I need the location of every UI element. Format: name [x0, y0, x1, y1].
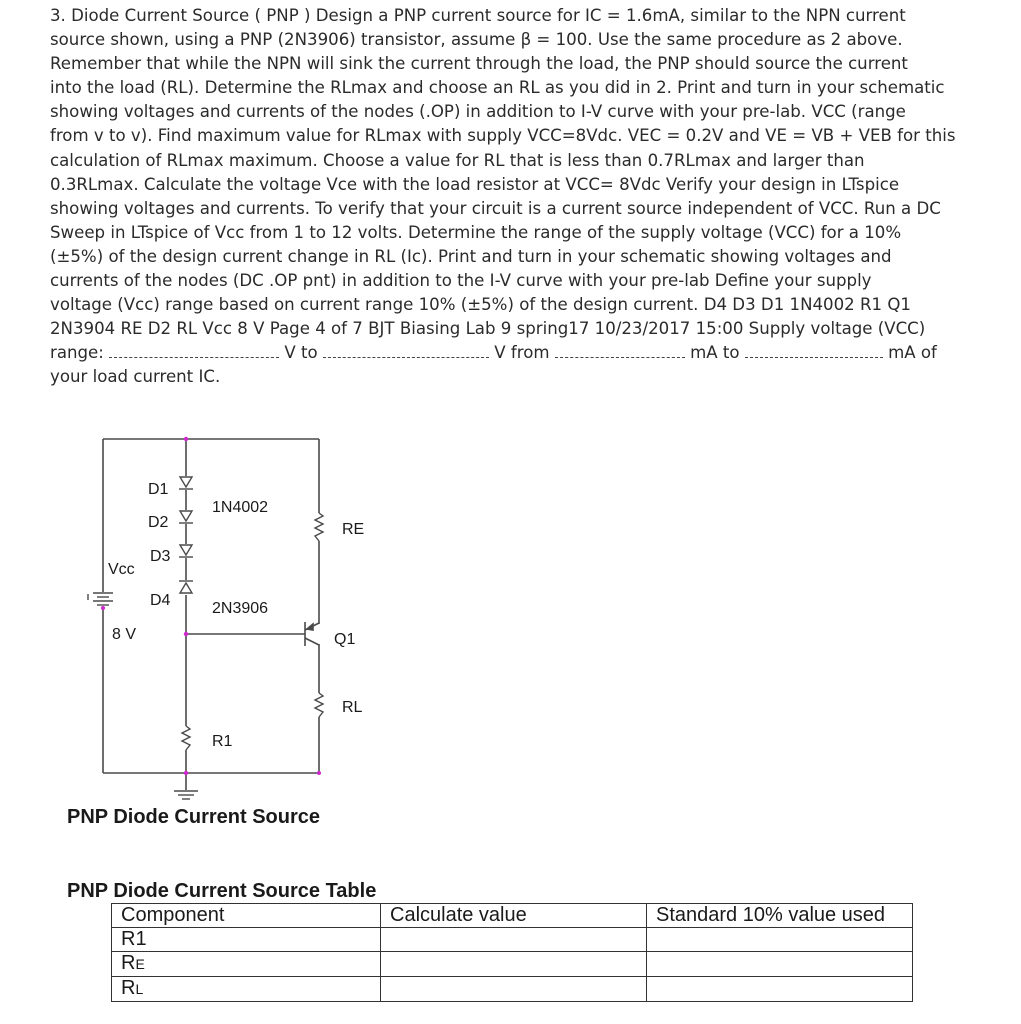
label-q1: Q1	[334, 631, 356, 648]
component-name: R	[121, 952, 136, 974]
standard-value-cell[interactable]	[647, 952, 913, 977]
component-cell	[112, 977, 381, 1002]
ground-symbol	[174, 791, 198, 799]
ma-to-label: mA to	[690, 343, 740, 363]
component-name: R	[121, 977, 136, 999]
label-r1: R1	[212, 733, 233, 750]
resistor-rl-symbol	[315, 693, 323, 717]
problem-line: into the load (RL). Determine the RLmax and choose an RL as you did in 2. Print and turn in your schematic	[50, 78, 945, 98]
v-to-label: V to	[284, 343, 318, 363]
pnp-current-source-schematic	[0, 420, 440, 810]
calculate-value-cell[interactable]	[381, 952, 647, 977]
problem-line: Remember that while the NPN will sink the current through the load, the PNP should source the current	[50, 54, 908, 74]
table-row	[112, 952, 913, 977]
problem-line: from v to v). Find maximum value for RLmax with supply VCC=8Vdc. VEC = 0.2V and VE = VB + VEB for this	[50, 126, 956, 146]
table-title: PNP Diode Current Source Table	[67, 880, 377, 902]
problem-line: currents of the nodes (DC .OP pnt) in addition to the I-V curve with your pre-lab Define your supply	[50, 271, 872, 291]
battery-vcc-symbol	[88, 593, 113, 605]
label-d2: D2	[148, 514, 169, 531]
calculate-value-cell[interactable]	[381, 928, 647, 952]
component-cell	[112, 952, 381, 977]
diode-d1-symbol	[179, 477, 193, 489]
vcc-min-blank[interactable]	[109, 343, 279, 358]
problem-line: showing voltages and currents of the nodes (.OP) in addition to I-V curve with your pre-lab. VCC (range	[50, 102, 906, 122]
component-subscript: L	[135, 981, 144, 997]
current-max-blank[interactable]	[745, 343, 883, 358]
range-label: range:	[50, 343, 104, 363]
resistor-re-symbol	[315, 513, 323, 541]
label-d3: D3	[150, 548, 171, 565]
label-diode-part: 1N4002	[212, 499, 269, 516]
label-rl: RL	[342, 699, 363, 716]
diode-d4-symbol	[179, 581, 193, 593]
table-row	[112, 977, 913, 1002]
component-table	[111, 903, 913, 1002]
header-standard-value: Standard 10% value used	[647, 904, 913, 928]
ma-of-label: mA of	[888, 343, 937, 363]
fill-in-line	[50, 341, 955, 365]
label-re: RE	[342, 521, 365, 538]
label-d4: D4	[150, 592, 171, 609]
circuit-wires	[103, 439, 319, 790]
label-vcc-value: 8 V	[112, 626, 137, 643]
circuit-nodes	[101, 437, 321, 775]
problem-line: showing voltages and currents. To verify that your circuit is a current source independent of VCC. Run a DC	[50, 198, 941, 218]
label-d1: D1	[148, 481, 169, 498]
resistor-r1-symbol	[182, 726, 190, 750]
transistor-q1-symbol	[305, 622, 319, 646]
table-row	[112, 928, 913, 952]
problem-line: 2N3904 RE D2 RL Vcc 8 V Page 4 of 7 BJT Biasing Lab 9 spring17 10/23/2017 15:00 Supply voltage (VCC)	[50, 319, 926, 339]
v-from-label: V from	[494, 343, 550, 363]
diode-d2-symbol	[179, 511, 193, 523]
calculate-value-cell[interactable]	[381, 977, 647, 1002]
label-transistor-part: 2N3906	[212, 600, 269, 617]
diode-d3-symbol	[179, 545, 193, 557]
problem-line: calculation of RLmax maximum. Choose a value for RL that is less than 0.7RLmax and larger than	[50, 150, 865, 170]
header-calculate-value: Calculate value	[381, 904, 647, 928]
component-name: R1	[121, 928, 147, 950]
component-subscript: E	[135, 956, 145, 972]
standard-value-cell[interactable]	[647, 928, 913, 952]
current-min-blank[interactable]	[555, 343, 685, 358]
vcc-max-blank[interactable]	[323, 343, 489, 358]
header-component: Component	[112, 904, 381, 928]
problem-line: (±5%) of the design current change in RL (Ic). Print and turn in your schematic showing voltages and	[50, 246, 892, 266]
schematic-caption: PNP Diode Current Source	[67, 806, 321, 828]
problem-line: 3. Diode Current Source ( PNP ) Design a PNP current source for IC = 1.6mA, similar to the NPN current	[50, 6, 906, 25]
problem-line: your load current IC.	[50, 367, 221, 387]
problem-line: voltage (Vcc) range based on current range 10% (±5%) of the design current. D4 D3 D1 1N4002 R1 Q1	[50, 295, 911, 315]
component-cell	[112, 928, 381, 952]
problem-line: source shown, using a PNP (2N3906) transistor, assume β = 100. Use the same procedure as 2 above.	[50, 30, 903, 50]
label-vcc: Vcc	[108, 561, 135, 578]
standard-value-cell[interactable]	[647, 977, 913, 1002]
table-header-row	[112, 904, 913, 928]
problem-line: 0.3RLmax. Calculate the voltage Vce with the load resistor at VCC= 8Vdc Verify your design in LTspice	[50, 174, 900, 194]
problem-line: Sweep in LTspice of Vcc from 1 to 12 volts. Determine the range of the supply voltage (VCC) for a 10%	[50, 222, 902, 242]
problem-text	[50, 4, 955, 390]
